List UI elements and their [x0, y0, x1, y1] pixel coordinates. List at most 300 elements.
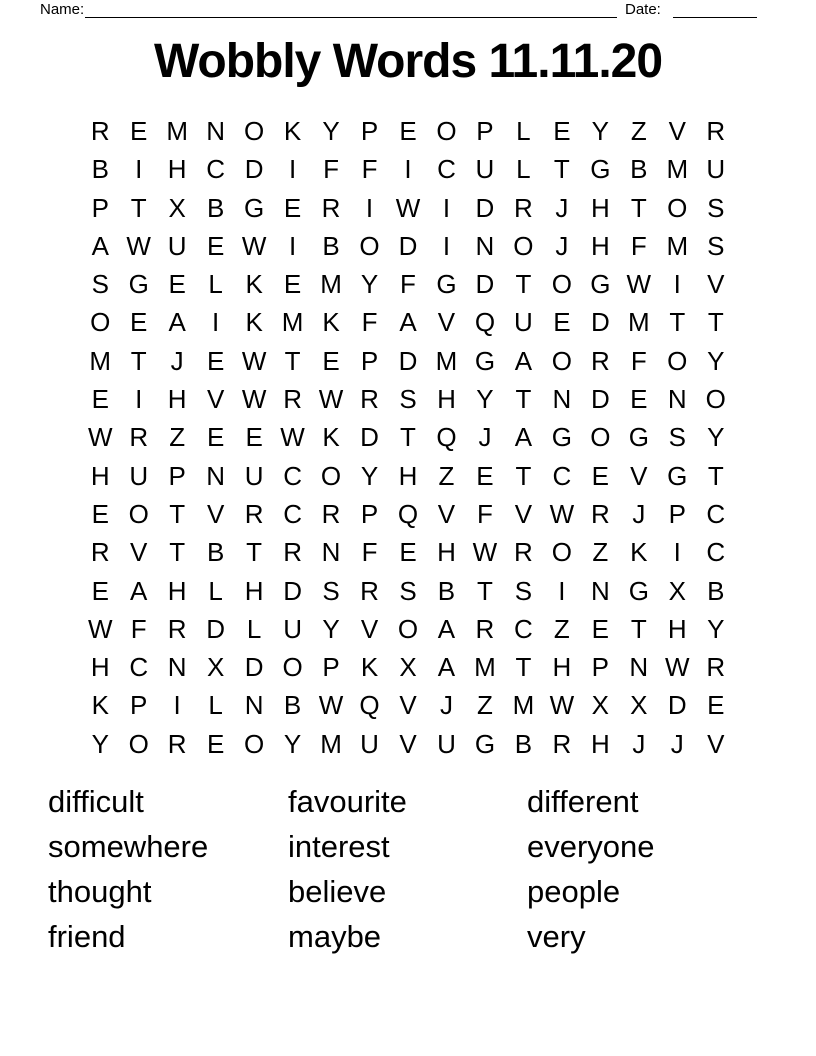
grid-letter: P	[322, 652, 340, 683]
grid-letter: N	[244, 690, 264, 721]
grid-letter: S	[399, 384, 417, 415]
word-search-grid	[81, 112, 735, 763]
grid-letter: D	[206, 613, 226, 644]
word-list-item: believe	[288, 874, 387, 909]
grid-letter: R	[475, 613, 495, 644]
grid-letter: O	[551, 269, 572, 300]
grid-letter: E	[91, 384, 109, 415]
grid-letter: L	[208, 269, 223, 300]
word-list-item: very	[527, 919, 586, 954]
grid-letter: T	[515, 384, 532, 415]
grid-letter: M	[320, 269, 342, 300]
grid-letter: E	[168, 269, 186, 300]
grid-letter: C	[283, 498, 302, 529]
grid-letter: R	[360, 575, 379, 606]
grid-letter: H	[167, 575, 187, 606]
grid-letter: W	[241, 230, 267, 261]
grid-letter: I	[558, 575, 566, 606]
word-list-item: different	[527, 784, 639, 819]
grid-letter: V	[514, 498, 533, 529]
grid-letter: O	[590, 422, 611, 453]
grid-letter: P	[591, 652, 610, 683]
grid-letter: Y	[476, 384, 494, 415]
grid-letter: R	[706, 116, 726, 146]
grid-letter: R	[552, 728, 572, 759]
grid-letter: D	[667, 690, 687, 721]
grid-letter: Y	[283, 728, 302, 759]
grid-letter: A	[399, 307, 417, 338]
word-list-item: thought	[48, 874, 152, 909]
grid-letter: P	[91, 192, 109, 223]
grid-letter: I	[673, 537, 681, 568]
grid-letter: E	[399, 116, 417, 146]
name-blank-line	[85, 0, 617, 18]
grid-letter: T	[246, 537, 263, 568]
grid-letter: K	[245, 307, 263, 338]
grid-letter: Y	[91, 728, 109, 759]
grid-letter: V	[668, 116, 686, 146]
grid-letter: H	[90, 460, 110, 491]
grid-letter: O	[436, 116, 457, 146]
grid-letter: T	[669, 307, 686, 338]
grid-letter: W	[472, 537, 498, 568]
grid-letter: T	[130, 192, 147, 223]
grid-letter: A	[91, 230, 109, 261]
grid-letter: A	[437, 652, 456, 683]
grid-letter: H	[437, 537, 456, 568]
grid-letter: V	[206, 498, 225, 529]
grid-letter: S	[707, 192, 725, 223]
grid-letter: N	[629, 652, 649, 683]
grid-letter: Z	[553, 613, 570, 644]
grid-letter: O	[667, 192, 688, 223]
word-column	[48, 779, 208, 959]
grid-letter: R	[283, 537, 302, 568]
grid-letter: Z	[476, 690, 493, 721]
grid-letter: W	[395, 192, 421, 223]
grid-letter: X	[168, 192, 186, 223]
grid-letter: B	[437, 575, 456, 606]
grid-letter: H	[244, 575, 264, 606]
grid-letter: V	[399, 728, 417, 759]
grid-letter: W	[665, 652, 690, 683]
grid-letter: P	[360, 345, 379, 376]
grid-letter: V	[707, 269, 725, 300]
grid-letter: R	[90, 116, 110, 146]
grid-letter: Y	[591, 116, 610, 146]
grid-letter: M	[627, 307, 650, 338]
word-column	[527, 779, 655, 959]
grid-letter: Y	[322, 116, 340, 146]
grid-letter: E	[591, 613, 610, 644]
grid-letter: F	[323, 154, 339, 185]
grid-letter: E	[322, 345, 340, 376]
grid-letter: L	[246, 613, 262, 644]
grid-letter: S	[514, 575, 533, 606]
grid-letter: P	[360, 116, 379, 146]
grid-letter: I	[673, 269, 681, 300]
grid-letter: B	[206, 192, 225, 223]
grid-letter: B	[630, 154, 648, 185]
grid-letter: Z	[438, 460, 455, 491]
grid-letter: G	[590, 269, 611, 300]
grid-letter: G	[551, 422, 572, 453]
grid-letter: T	[707, 307, 724, 338]
grid-letter: P	[168, 460, 186, 491]
grid-letter: W	[280, 422, 305, 453]
grid-letter: W	[87, 422, 113, 453]
grid-letter: E	[707, 690, 725, 721]
date-label: Date:	[625, 1, 661, 18]
grid-letter: I	[135, 154, 143, 185]
word-list-item: somewhere	[48, 829, 209, 864]
grid-letter: H	[590, 192, 610, 223]
grid-letter: D	[360, 422, 379, 453]
grid-letter: M	[435, 345, 458, 376]
grid-letter: R	[167, 613, 187, 644]
grid-letter: W	[318, 690, 344, 721]
grid-letter: O	[513, 230, 534, 261]
word-list-item: maybe	[288, 919, 382, 954]
grid-letter: L	[208, 690, 223, 721]
grid-letter: G	[474, 728, 496, 759]
grid-letter: I	[288, 154, 297, 185]
grid-letter: O	[705, 384, 726, 415]
grid-letter: Y	[707, 613, 725, 644]
grid-letter: T	[284, 345, 301, 376]
grid-letter: R	[514, 192, 533, 223]
grid-letter: A	[437, 613, 456, 644]
grid-letter: J	[555, 230, 569, 261]
grid-letter: Y	[360, 269, 379, 300]
grid-letter: O	[397, 613, 419, 644]
grid-letter: G	[628, 422, 649, 453]
grid-letter: I	[365, 192, 374, 223]
grid-letter: T	[169, 498, 186, 529]
grid-letter: R	[321, 192, 341, 223]
grid-letter: I	[173, 690, 181, 721]
grid-letter: F	[361, 537, 378, 568]
grid-letter: A	[168, 307, 186, 338]
word-list-item: friend	[48, 919, 126, 954]
grid-letter: K	[91, 690, 109, 721]
grid-letter: E	[283, 269, 302, 300]
grid-letter: G	[590, 154, 611, 185]
grid-letter: A	[514, 422, 533, 453]
grid-letter: U	[283, 613, 302, 644]
grid-letter: O	[359, 230, 380, 261]
grid-letter: N	[475, 230, 495, 261]
grid-letter: M	[281, 307, 304, 338]
grid-letter: N	[590, 575, 610, 606]
grid-letter: V	[630, 460, 648, 491]
grid-letter: B	[322, 230, 340, 261]
grid-letter: H	[398, 460, 418, 491]
name-label: Name:	[40, 1, 85, 18]
grid-letter: D	[283, 575, 302, 606]
grid-letter: T	[515, 269, 532, 300]
grid-letter: M	[666, 154, 689, 185]
grid-letter: A	[514, 345, 533, 376]
grid-letter: H	[590, 230, 610, 261]
grid-letter: H	[167, 154, 187, 185]
grid-letter: N	[552, 384, 572, 415]
grid-letter: V	[437, 498, 456, 529]
grid-letter: K	[322, 307, 340, 338]
grid-letter: J	[439, 690, 453, 721]
grid-letter: U	[129, 460, 149, 491]
grid-letter: O	[90, 307, 111, 338]
grid-letter: U	[475, 154, 495, 185]
grid-letter: F	[630, 230, 647, 261]
grid-letter: F	[630, 345, 647, 376]
grid-letter: G	[667, 460, 688, 491]
grid-letter: J	[170, 345, 184, 376]
grid-letter: Z	[630, 116, 647, 146]
grid-letter: R	[514, 537, 533, 568]
grid-letter: E	[91, 498, 109, 529]
grid-letter: T	[630, 613, 647, 644]
grid-letter: C	[129, 652, 149, 683]
grid-letter: E	[399, 537, 417, 568]
grid-letter: M	[512, 690, 535, 721]
grid-letter: E	[591, 460, 610, 491]
grid-letter: Q	[436, 422, 457, 453]
grid-letter: N	[321, 537, 341, 568]
grid-letter: M	[666, 230, 689, 261]
grid-letter: R	[283, 384, 302, 415]
grid-letter: E	[130, 116, 148, 146]
grid-letter: R	[590, 498, 610, 529]
grid-letter: U	[706, 154, 726, 185]
grid-letter: I	[288, 230, 297, 261]
grid-letter: H	[437, 384, 456, 415]
grid-letter: H	[590, 728, 610, 759]
page-title: Wobbly Words 11.11.20	[153, 35, 663, 88]
grid-letter: M	[166, 116, 188, 146]
grid-letter: J	[632, 498, 646, 529]
grid-letter: S	[91, 269, 109, 300]
grid-letter: T	[400, 422, 416, 453]
grid-letter: D	[590, 307, 610, 338]
grid-letter: I	[135, 384, 143, 415]
grid-letter: E	[553, 116, 571, 146]
grid-letter: O	[551, 537, 572, 568]
grid-letter: H	[90, 652, 110, 683]
grid-letter: G	[628, 575, 649, 606]
grid-letter: R	[129, 422, 149, 453]
grid-letter: D	[398, 345, 418, 376]
grid-letter: R	[590, 345, 610, 376]
grid-letter: K	[630, 537, 648, 568]
grid-letter: Y	[707, 422, 725, 453]
grid-letter: A	[130, 575, 148, 606]
grid-letter: C	[206, 154, 226, 185]
grid-letter: B	[283, 690, 302, 721]
grid-letter: Z	[169, 422, 186, 453]
grid-letter: E	[630, 384, 648, 415]
grid-letter: D	[475, 192, 495, 223]
grid-letter: E	[91, 575, 109, 606]
grid-letter: B	[206, 537, 225, 568]
grid-letter: G	[474, 345, 496, 376]
grid-letter: K	[360, 652, 379, 683]
grid-letter: O	[243, 116, 265, 146]
grid-letter: B	[514, 728, 533, 759]
grid-letter: R	[360, 384, 379, 415]
grid-letter: E	[283, 192, 302, 223]
grid-letter: D	[244, 154, 264, 185]
grid-letter: X	[630, 690, 648, 721]
grid-letter: S	[668, 422, 686, 453]
grid-letter: Y	[322, 613, 340, 644]
grid-letter: P	[668, 498, 686, 529]
grid-letter: U	[514, 307, 533, 338]
word-list	[0, 779, 816, 969]
grid-letter: E	[553, 307, 571, 338]
grid-letter: E	[206, 345, 225, 376]
word-list-item: difficult	[48, 784, 144, 819]
grid-letter: H	[552, 652, 572, 683]
grid-letter: I	[212, 307, 220, 338]
grid-letter: X	[206, 652, 225, 683]
grid-letter: K	[322, 422, 340, 453]
grid-letter: G	[243, 192, 265, 223]
grid-letter: N	[206, 460, 226, 491]
grid-letter: T	[553, 154, 570, 185]
grid-letter: M	[89, 345, 112, 376]
grid-letter: X	[399, 652, 417, 683]
word-list-item: people	[527, 874, 621, 909]
grid-letter: X	[668, 575, 686, 606]
grid-letter: R	[167, 728, 187, 759]
grid-letter: Q	[474, 307, 496, 338]
grid-letter: P	[130, 690, 148, 721]
grid-letter: T	[630, 192, 647, 223]
grid-letter: Y	[707, 345, 725, 376]
grid-letter: E	[206, 728, 225, 759]
grid-letter: B	[91, 154, 109, 185]
date-blank-line	[673, 0, 757, 18]
grid-letter: W	[126, 230, 151, 261]
grid-letter: J	[632, 728, 646, 759]
grid-letter: M	[320, 728, 342, 759]
grid-letter: P	[360, 498, 379, 529]
word-list-item: favourite	[288, 784, 407, 819]
grid-letter: V	[206, 384, 225, 415]
grid-letter: E	[206, 422, 225, 453]
grid-letter: X	[591, 690, 610, 721]
grid-letter: Z	[592, 537, 609, 568]
grid-letter: R	[706, 652, 726, 683]
grid-letter: W	[549, 498, 575, 529]
grid-letter: I	[442, 192, 451, 223]
grid-letter: V	[130, 537, 148, 568]
grid-letter: D	[244, 652, 264, 683]
grid-letter: S	[707, 230, 725, 261]
grid-letter: F	[361, 307, 378, 338]
grid-letter: O	[320, 460, 342, 491]
grid-letter: P	[476, 116, 494, 146]
grid-letter: R	[321, 498, 341, 529]
grid-letter: T	[515, 460, 532, 491]
grid-letter: V	[360, 613, 379, 644]
grid-letter: T	[515, 652, 532, 683]
grid-letter: D	[398, 230, 418, 261]
grid-letter: T	[169, 537, 186, 568]
grid-letter: W	[626, 269, 652, 300]
grid-letter: F	[361, 154, 378, 185]
grid-letter: U	[360, 728, 379, 759]
grid-letter: G	[128, 269, 149, 300]
grid-letter: H	[667, 613, 687, 644]
grid-letter: C	[437, 154, 456, 185]
grid-letter: C	[514, 613, 533, 644]
grid-letter: C	[552, 460, 572, 491]
grid-letter: W	[241, 384, 267, 415]
grid-letter: W	[549, 690, 575, 721]
grid-letter: E	[245, 422, 263, 453]
grid-letter: K	[283, 116, 302, 146]
grid-letter: U	[437, 728, 456, 759]
grid-letter: E	[130, 307, 148, 338]
grid-letter: J	[670, 728, 684, 759]
grid-letter: V	[707, 728, 725, 759]
grid-letter: M	[474, 652, 496, 683]
grid-letter: C	[283, 460, 302, 491]
grid-letter: C	[706, 537, 726, 568]
grid-letter: B	[707, 575, 725, 606]
grid-letter: I	[442, 230, 451, 261]
word-list-item: interest	[288, 829, 390, 864]
grid-letter: W	[318, 384, 344, 415]
grid-letter: V	[437, 307, 456, 338]
grid-letter: O	[128, 728, 149, 759]
grid-letter: L	[516, 116, 531, 146]
grid-letter: G	[436, 269, 457, 300]
grid-letter: N	[667, 384, 687, 415]
grid-letter: H	[167, 384, 187, 415]
grid-letter: F	[130, 613, 147, 644]
grid-letter: L	[516, 154, 531, 185]
grid-letter: O	[243, 728, 265, 759]
grid-letter: E	[476, 460, 494, 491]
grid-letter: O	[667, 345, 688, 376]
grid-letter: U	[244, 460, 264, 491]
grid-letter: F	[476, 498, 493, 529]
grid-letter: F	[400, 269, 416, 300]
grid-letter: W	[241, 345, 267, 376]
grid-letter: D	[590, 384, 610, 415]
grid-letter: S	[399, 575, 417, 606]
word-column	[288, 779, 407, 959]
grid-letter: L	[208, 575, 223, 606]
grid-letter: J	[555, 192, 569, 223]
grid-letter: T	[476, 575, 493, 606]
grid-letter: R	[90, 537, 110, 568]
grid-letter: T	[130, 345, 147, 376]
grid-letter: U	[167, 230, 187, 261]
grid-letter: D	[475, 269, 495, 300]
grid-letter: N	[167, 652, 187, 683]
grid-letter: O	[551, 345, 572, 376]
grid-letter: O	[282, 652, 303, 683]
grid-letter: W	[87, 613, 113, 644]
grid-letter: Q	[359, 690, 380, 721]
grid-letter: J	[478, 422, 492, 453]
grid-letter: R	[244, 498, 264, 529]
grid-letter: T	[707, 460, 724, 491]
